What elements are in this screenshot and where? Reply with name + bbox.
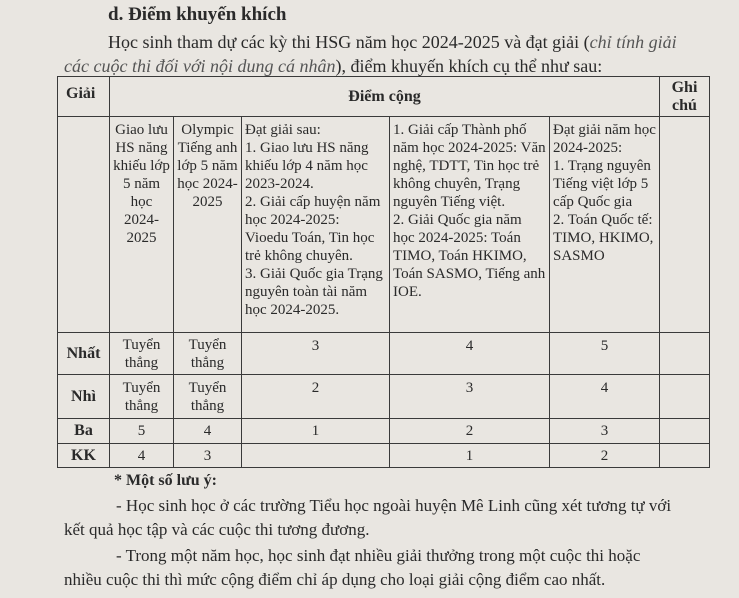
row-nhat-c4: 4 bbox=[390, 333, 550, 375]
row-kk-c1: 4 bbox=[110, 444, 174, 468]
intro-text-1: Học sinh tham dự các kỳ thi HSG năm học 2024-2025 và đạt giải ( bbox=[108, 32, 590, 52]
rank-kk: KK bbox=[58, 444, 110, 468]
row-kk-c4: 1 bbox=[390, 444, 550, 468]
header-diem-cong: Điểm cộng bbox=[110, 77, 660, 117]
row-kk-c5: 2 bbox=[550, 444, 660, 468]
row-nhi-c1: Tuyển thẳng bbox=[110, 375, 174, 419]
row-kk-c2: 3 bbox=[174, 444, 242, 468]
row-nhat-c1: Tuyển thẳng bbox=[110, 333, 174, 375]
category-group-5: Đạt giải năm học 2024-2025: 1. Trạng nguyên Tiếng việt lớp 5 cấp Quốc gia 2. Toán Quốc tế: TIMO, HKIMO, SASMO bbox=[550, 117, 660, 333]
header-giai: Giải bbox=[58, 77, 110, 117]
section-heading: d. Điểm khuyến khích bbox=[108, 4, 287, 25]
note-1-line-1: - Học sinh học ở các trường Tiểu học ngoài huyện Mê Linh cũng xét tương tự với bbox=[116, 496, 672, 515]
rank-nhi: Nhì bbox=[58, 375, 110, 419]
row-nhi-c4: 3 bbox=[390, 375, 550, 419]
row-ba-c5: 3 bbox=[550, 419, 660, 444]
row-kk-note bbox=[660, 444, 710, 468]
row-ba-c4: 2 bbox=[390, 419, 550, 444]
row-nhi-c5: 4 bbox=[550, 375, 660, 419]
category-empty-cell bbox=[58, 117, 110, 333]
row-nhi-note bbox=[660, 375, 710, 419]
row-nhat-note bbox=[660, 333, 710, 375]
category-giao-luu-lop5: Giao lưu HS năng khiếu lớp 5 năm học 2024-2025 bbox=[110, 117, 174, 333]
header-ghi-chu: Ghi chú bbox=[660, 77, 710, 117]
category-group-4: 1. Giải cấp Thành phố năm học 2024-2025: Văn nghệ, TDTT, Tin học trẻ không chuyên, Trạng nguyên Tiếng việt. 2. Giải Quốc gia năm học 2024-2025: Toán TIMO, Toán HKIMO, Toán SASMO, Tiếng anh IOE. bbox=[390, 117, 550, 333]
row-nhi-c3: 2 bbox=[242, 375, 390, 419]
row-ba-c3: 1 bbox=[242, 419, 390, 444]
intro-text-2: ), điểm khuyến khích cụ thể như sau: bbox=[335, 56, 603, 76]
notes-title: * Một số lưu ý: bbox=[114, 472, 217, 489]
rank-ba: Ba bbox=[58, 419, 110, 444]
category-group-3: Đạt giải sau: 1. Giao lưu HS năng khiếu lớp 4 năm học 2023-2024. 2. Giải cấp huyện năm học 2024-2025: Vioedu Toán, Tin học trẻ không chuyên. 3. Giải Quốc gia Trạng nguyên toàn tài năm học 2024-2025. bbox=[242, 117, 390, 333]
intro-line-2 bbox=[64, 56, 602, 77]
row-ba-note bbox=[660, 419, 710, 444]
rank-nhat: Nhất bbox=[58, 333, 110, 375]
intro-line-1 bbox=[108, 32, 677, 53]
note-2-line-2: nhiều cuộc thi thì mức cộng điểm chỉ áp dụng cho loại giải cộng điểm cao nhất. bbox=[64, 570, 606, 589]
intro-italic-1: chỉ tính giải bbox=[589, 32, 677, 52]
row-ba-c1: 5 bbox=[110, 419, 174, 444]
row-nhi-c2: Tuyển thẳng bbox=[174, 375, 242, 419]
row-nhat-c5: 5 bbox=[550, 333, 660, 375]
note-2-line-1: - Trong một năm học, học sinh đạt nhiều giải thưởng trong một cuộc thi hoặc bbox=[116, 546, 641, 565]
note-empty-cell bbox=[660, 117, 710, 333]
row-nhat-c2: Tuyển thẳng bbox=[174, 333, 242, 375]
bonus-points-table bbox=[57, 76, 710, 468]
row-kk-c3 bbox=[242, 444, 390, 468]
note-1-line-2: kết quả học tập và các cuộc thi tương đương. bbox=[64, 520, 370, 539]
row-nhat-c3: 3 bbox=[242, 333, 390, 375]
row-ba-c2: 4 bbox=[174, 419, 242, 444]
category-olympic-tieng-anh: Olympic Tiếng anh lớp 5 năm học 2024-2025 bbox=[174, 117, 242, 333]
intro-italic-2: các cuộc thi đối với nội dung cá nhân bbox=[64, 56, 336, 76]
